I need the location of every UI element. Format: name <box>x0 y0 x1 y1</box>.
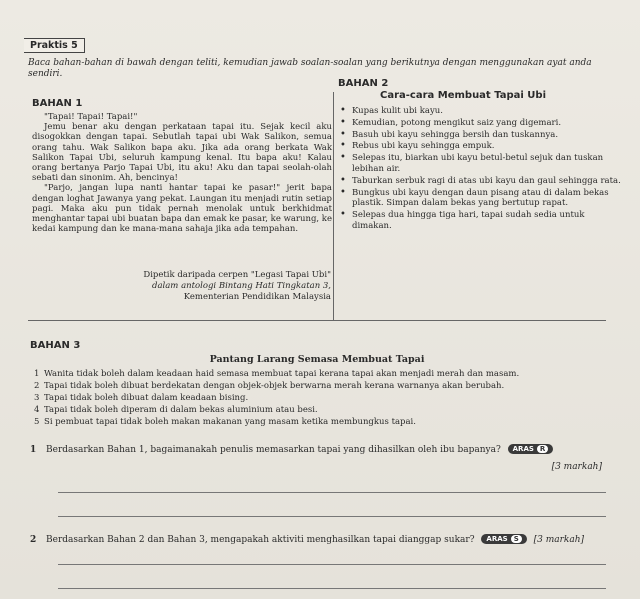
bahan1-paragraph: Jemu benar aku dengan perkataan tapai itu. Sejak kecil aku disogokkan dengan tapai. Sebutlah tapai ubi Wak Salikon, semua orang tahu. Wak Salikon bapa aku. Jika ada orang berkata Wak Salikon Tapai Ubi, seluruh kampung kenal. Itu bapa aku! Kalau orang bertanya Parjo Tapai Ubi, itu aku! Aku dan tapai seolah-olah sebati dan sinonim. Ah, bencinya! <box>32 122 332 184</box>
aras-label: ARAS <box>486 535 508 543</box>
item-number: 5 <box>34 417 40 427</box>
list-item <box>34 416 519 428</box>
list-item <box>34 380 519 392</box>
question-2 <box>30 534 600 545</box>
list-item: • Bungkus ubi kayu dengan daun pisang atau di dalam bekas plastik. Simpan dalam bekas yang bertutup rapat. <box>352 188 622 210</box>
marks-label: [3 markah] <box>551 462 602 472</box>
bahan2-box <box>338 78 621 318</box>
source-line: Kementerian Pendidikan Malaysia <box>183 292 331 302</box>
item-number: 4 <box>34 405 40 415</box>
answer-line[interactable] <box>58 516 606 517</box>
source-line: Dipetik daripada cerpen "Legasi Tapai Ubi" <box>143 270 331 280</box>
answer-line[interactable] <box>58 588 606 589</box>
list-item <box>34 404 519 416</box>
item-text: Tapai tidak boleh diperam di dalam bekas aluminium atau besi. <box>44 405 318 415</box>
aras-badge <box>481 534 526 544</box>
praktis-label: Praktis 5 <box>24 38 85 53</box>
bahan1-text <box>32 112 332 234</box>
item-text: Tapai tidak boleh dibuat dalam keadaan bising. <box>44 393 249 403</box>
section-divider <box>28 320 606 321</box>
bahan3-list <box>34 368 519 428</box>
marks-label: [3 markah] <box>533 535 585 545</box>
item-text: Wanita tidak boleh dalam keadaan haid semasa membuat tapai kerana tapai akan menjadi merah dan masam. <box>44 369 520 379</box>
list-item: • Kupas kulit ubi kayu. <box>352 106 622 117</box>
question-number: 1 <box>30 445 37 455</box>
bahan2-label: BAHAN 2 <box>338 78 389 89</box>
list-item: • Taburkan serbuk ragi di atas ubi kayu dan gaul sehingga rata. <box>352 176 622 187</box>
list-item: • Kemudian, potong mengikut saiz yang digemari. <box>352 118 622 129</box>
question-number: 2 <box>30 535 37 545</box>
bahan1-paragraph: "Tapai! Tapai! Tapai!" <box>44 112 138 122</box>
item-text: Si pembuat tapai tidak boleh makan makanan yang masam ketika membungkus tapai. <box>44 417 416 427</box>
source-line: dalam antologi Bintang Hati Tingkatan 3, <box>152 281 331 291</box>
column-divider <box>333 92 334 320</box>
question-1 <box>30 444 600 455</box>
aras-level: S <box>511 535 522 543</box>
bahan1-label: BAHAN 1 <box>32 98 83 109</box>
list-item <box>34 368 519 380</box>
instructions: Baca bahan-bahan di bawah dengan teliti, kemudian jawab soalan-soalan yang berikutnya dengan menggunakan ayat anda sendiri. <box>28 58 592 79</box>
bahan3-title: Pantang Larang Semasa Membuat Tapai <box>209 354 425 365</box>
aras-level: R <box>537 445 548 453</box>
list-item: • Basuh ubi kayu sehingga bersih dan tuskannya. <box>352 130 622 141</box>
item-number: 1 <box>34 369 40 379</box>
bahan1-box <box>28 92 335 320</box>
list-item: • Rebus ubi kayu sehingga empuk. <box>352 141 622 152</box>
question-text: Berdasarkan Bahan 2 dan Bahan 3, mengapakah aktiviti menghasilkan tapai dianggap sukar? <box>46 535 475 545</box>
aras-label: ARAS <box>512 445 534 453</box>
item-number: 3 <box>34 393 40 403</box>
list-item: • Selepas dua hingga tiga hari, tapai sudah sedia untuk dimakan. <box>352 210 622 232</box>
answer-line[interactable] <box>58 564 606 565</box>
item-text: Tapai tidak boleh dibuat berdekatan dengan objek-objek berwarna merah kerana warnanya akan berubah. <box>44 381 505 391</box>
list-item: • Selepas itu, biarkan ubi kayu betul-betul sejuk dan tuskan lebihan air. <box>352 153 622 175</box>
question-text: Berdasarkan Bahan 1, bagaimanakah penulis memasarkan tapai yang dihasilkan oleh ibu bapanya? <box>46 445 501 455</box>
bahan1-source <box>91 270 331 303</box>
item-number: 2 <box>34 381 40 391</box>
answer-line[interactable] <box>58 492 606 493</box>
bahan2-title: Cara-cara Membuat Tapai Ubi <box>380 90 546 101</box>
bahan1-paragraph: "Parjo, jangan lupa nanti hantar tapai ke pasar!" jerit bapa dengan loghat Jawanya yang pekat. Laungan itu menjadi rutin setiap pagi. Maka aku pun tidak pernah menolak untuk berkhidmat menghantar tapai ubi buatan bapa dan emak ke pasar, ke warung, ke kedai kampung dan ke mana-mana sahaja jika ada tempahan. <box>32 183 332 235</box>
bahan3-box <box>28 332 606 442</box>
list-item <box>34 392 519 404</box>
bahan2-steps <box>338 106 622 233</box>
aras-badge <box>508 444 554 454</box>
bahan3-label: BAHAN 3 <box>30 340 81 351</box>
